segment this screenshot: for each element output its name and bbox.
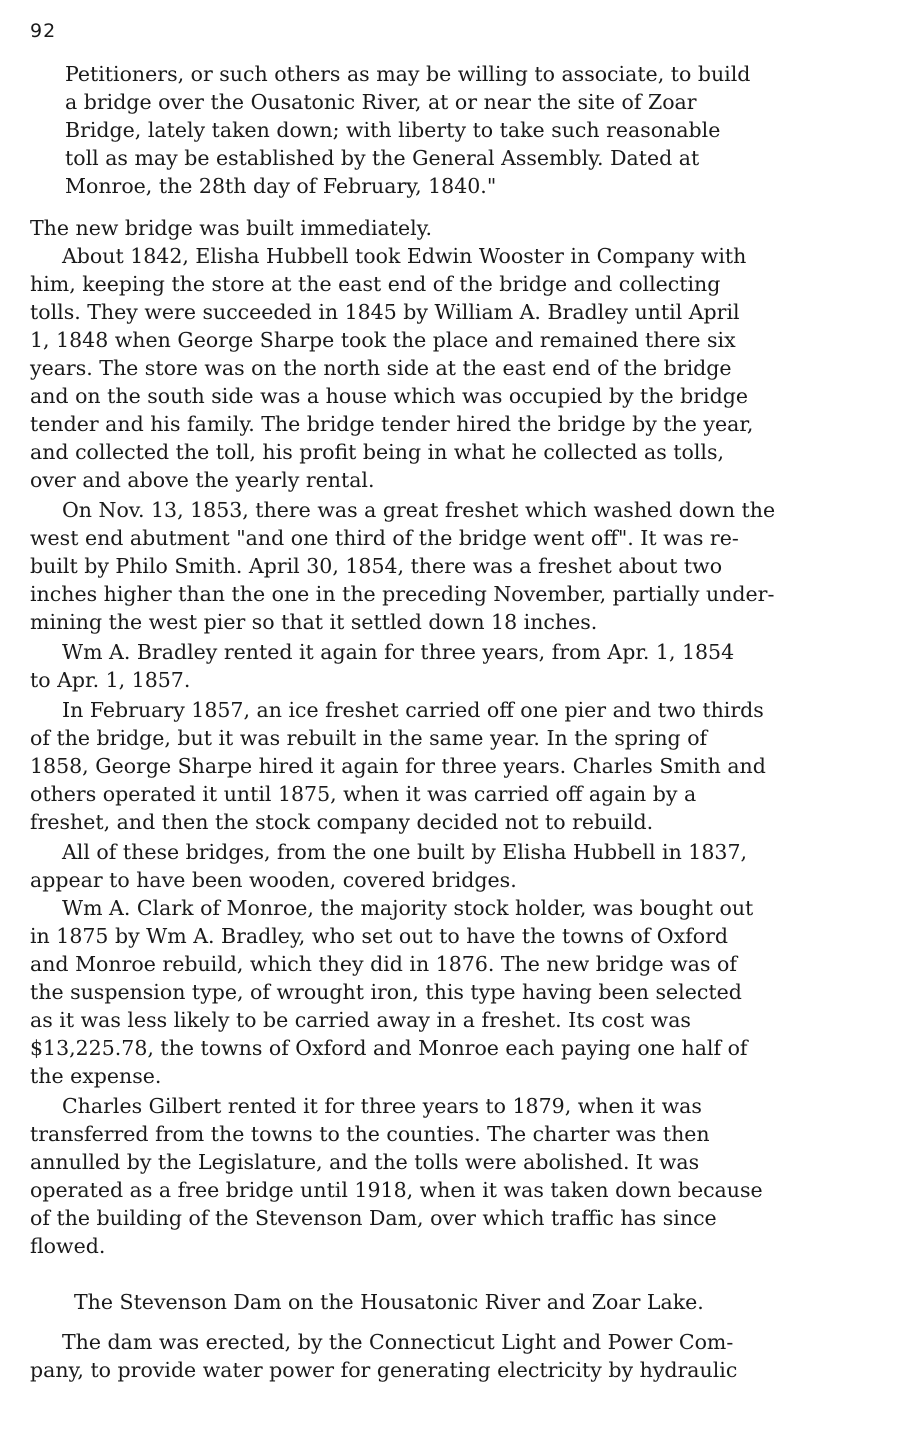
body-line: In February 1857, an ice freshet carried off one pier and two thirds (62, 698, 764, 722)
body-line: Charles Gilbert rented it for three years to 1879, when it was (62, 1094, 702, 1118)
body-line: On Nov. 13, 1853, there was a great freshet which washed down the (62, 498, 776, 522)
body-line: The new bridge was built immediately. (30, 216, 433, 240)
body-line: mining the west pier so that it settled down 18 inches. (30, 610, 598, 634)
body-line: The dam was erected, by the Connecticut Light and Power Com- (62, 1330, 734, 1354)
body-line: the suspension type, of wrought iron, this type having been selected (30, 980, 742, 1004)
quote-line: Monroe, the 28th day of February, 1840." (65, 174, 497, 198)
page-number: 92 (30, 20, 57, 42)
body-line: and on the south side was a house which was occupied by the bridge (30, 384, 748, 408)
body-line: $13,225.78, the towns of Oxford and Monroe each paying one half of (30, 1036, 748, 1060)
body-line: years. The store was on the north side at the east end of the bridge (30, 356, 732, 380)
section-heading: The Stevenson Dam on the Housatonic River and Zoar Lake. (74, 1290, 704, 1314)
body-line: About 1842, Elisha Hubbell took Edwin Wooster in Company with (62, 244, 747, 268)
body-line: freshet, and then the stock company decided not to rebuild. (30, 810, 654, 834)
body-line: him, keeping the store at the east end of the bridge and collecting (30, 272, 721, 296)
body-line: transferred from the towns to the counties. The charter was then (30, 1122, 710, 1146)
quote-line: a bridge over the Ousatonic River, at or near the site of Zoar (65, 90, 697, 114)
body-line: Wm A. Bradley rented it again for three years, from Apr. 1, 1854 (62, 640, 735, 664)
quote-line: Bridge, lately taken down; with liberty to take such reasonable (65, 118, 721, 142)
body-line: as it was less likely to be carried away in a freshet. Its cost was (30, 1008, 691, 1032)
body-line: annulled by the Legislature, and the tolls were abolished. It was (30, 1150, 700, 1174)
quote-line: Petitioners, or such others as may be willing to associate, to build (65, 62, 751, 86)
body-line: others operated it until 1875, when it was carried off again by a (30, 782, 697, 806)
body-line: tender and his family. The bridge tender hired the bridge by the year, (30, 412, 754, 436)
body-line: 1, 1848 when George Sharpe took the place and remained there six (30, 328, 736, 352)
body-line: and collected the toll, his profit being in what he collected as tolls, (30, 440, 724, 464)
body-line: to Apr. 1, 1857. (30, 668, 191, 692)
body-line: of the building of the Stevenson Dam, over which traffic has since (30, 1206, 717, 1230)
body-line: built by Philo Smith. April 30, 1854, there was a freshet about two (30, 554, 723, 578)
body-line: in 1875 by Wm A. Bradley, who set out to have the towns of Oxford (30, 924, 729, 948)
body-line: appear to have been wooden, covered bridges. (30, 868, 517, 892)
body-line: Wm A. Clark of Monroe, the majority stock holder, was bought out (62, 896, 754, 920)
body-line: west end abutment "and one third of the bridge went off". It was re- (30, 526, 739, 550)
body-line: flowed. (30, 1234, 106, 1258)
body-line: inches higher than the one in the preceding November, partially under- (30, 582, 775, 606)
body-line: operated as a free bridge until 1918, when it was taken down because (30, 1178, 763, 1202)
body-line: of the bridge, but it was rebuilt in the same year. In the spring of (30, 726, 708, 750)
body-line: tolls. They were succeeded in 1845 by William A. Bradley until April (30, 300, 740, 324)
body-line: and Monroe rebuild, which they did in 1876. The new bridge was of (30, 952, 737, 976)
body-line: the expense. (30, 1064, 162, 1088)
body-line: 1858, George Sharpe hired it again for three years. Charles Smith and (30, 754, 766, 778)
body-line: over and above the yearly rental. (30, 468, 375, 492)
body-line: All of these bridges, from the one built by Elisha Hubbell in 1837, (62, 840, 747, 864)
body-line: pany, to provide water power for generating electricity by hydraulic (30, 1358, 738, 1382)
quote-line: toll as may be established by the General Assembly. Dated at (65, 146, 700, 170)
